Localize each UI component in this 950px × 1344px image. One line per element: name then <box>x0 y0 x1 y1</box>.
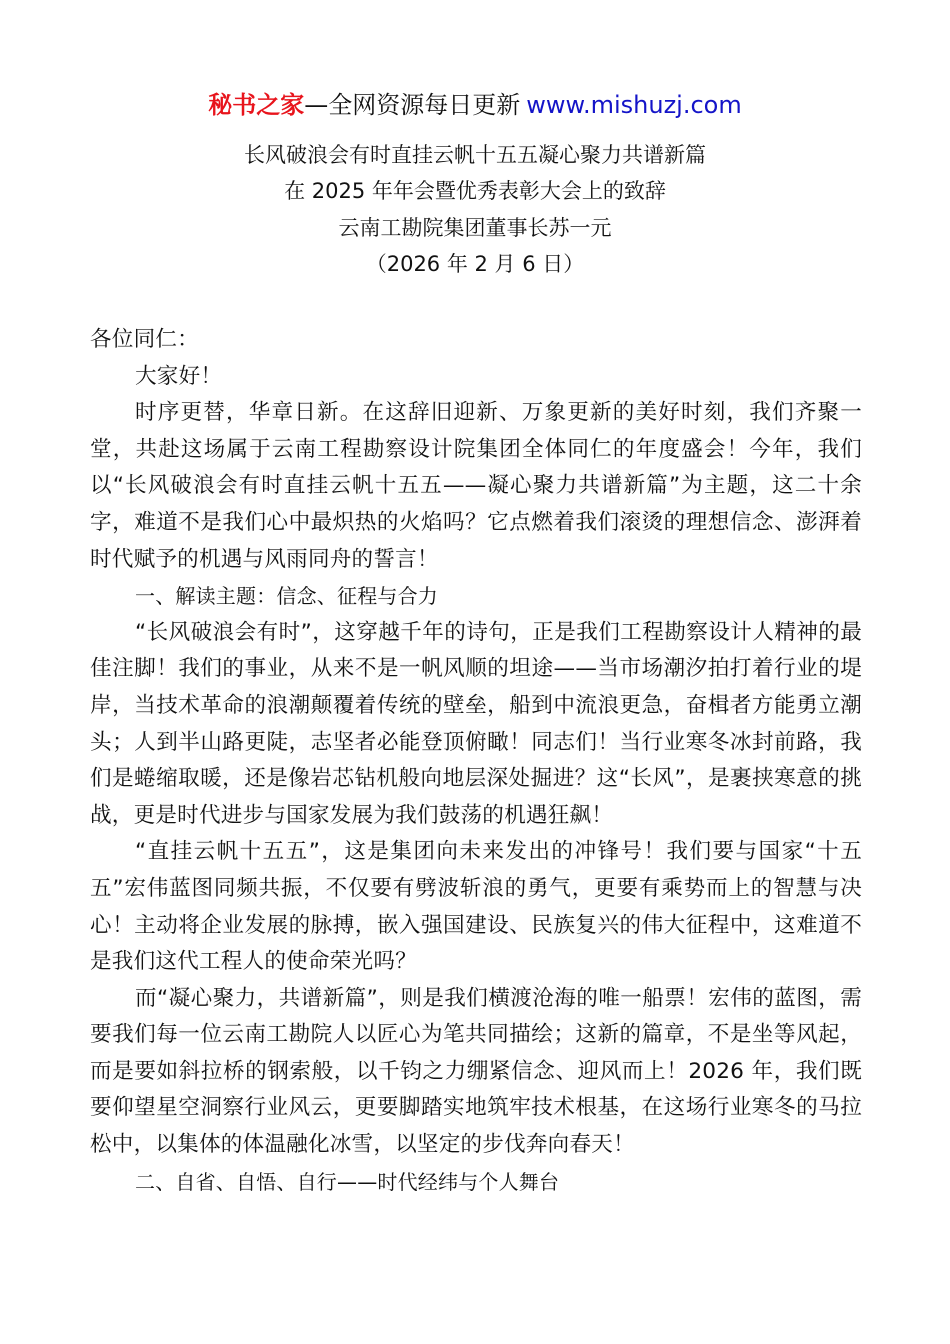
paragraph-zhigua: “直挂云帆十五五”，这是集团向未来发出的冲锋号！我们要与国家“十五五”宏伟蓝图同频共振，不仅要有劈波斩浪的勇气，更要有乘势而上的智慧与决心！主动将企业发展的脉搏，嵌入强国建设、民族复兴的伟大征程中，这难道不是我们这代工程人的使命荣光吗？ <box>90 839 862 975</box>
document-subtitle: 在 2025 年年会暨优秀表彰大会上的致辞 <box>284 179 666 204</box>
speech-date: （2026 年 2 月 6 日） <box>365 251 585 276</box>
paragraph-changfeng: “长风破浪会有时”，这穿越千年的诗句，正是我们工程勘察设计人精神的最佳注脚！我们的事业，从来不是一帆风顺的坦途——当市场潮汐拍打着行业的堤岸，当技术革命的浪潮颠覆着传统的壁垒，船到中流浪更急，奋楫者方能勇立潮头；人到半山路更陡，志坚者必能登顶俯瞰！同志们！当行业寒冬冰封前路，我们是蜷缩取暖，还是像岩芯钻机般向地层深处掘进？这“长风”，是裹挟寒意的挑战，更是时代进步与国家发展为我们鼓荡的机遇狂飙！ <box>90 619 862 828</box>
banner-slogan: —全网资源每日更新 <box>304 91 521 119</box>
document-title-block <box>0 137 950 282</box>
speech-body <box>90 322 862 1200</box>
section-heading-2: 二、自省、自悟、自行——时代经纬与个人舞台 <box>135 1169 560 1194</box>
salutation: 各位同仁： <box>90 327 199 352</box>
website-link[interactable]: www.mishuzj.com <box>526 91 742 119</box>
document-title: 长风破浪会有时直挂云帆十五五凝心聚力共谱新篇 <box>244 143 706 167</box>
paragraph-opening: 时序更替，华章日新。在这辞旧迎新、万象更新的美好时刻，我们齐聚一堂，共赴这场属于云南工程勘察设计院集团全体同仁的年度盛会！今年，我们以“长风破浪会有时直挂云帆十五五——凝心聚力共谱新篇”为主题，这二十余字，难道不是我们心中最炽热的火焰吗？它点燃着我们滚烫的理想信念、澎湃着时代赋予的机遇与风雨同舟的誓言！ <box>90 400 862 572</box>
brand-name: 秘书之家 <box>208 91 305 119</box>
site-banner <box>0 88 950 122</box>
section-heading-1: 一、解读主题：信念、征程与合力 <box>135 584 438 609</box>
greeting: 大家好！ <box>135 363 223 389</box>
paragraph-ningxin: 而“凝心聚力，共谱新篇”，则是我们横渡沧海的唯一船票！宏伟的蓝图，需要我们每一位云南工勘院人以匠心为笔共同描绘；这新的篇章，不是坐等风起，而是要如斜拉桥的钢索般，以千钧之力绷紧信念、迎风而上！2026 年，我们既要仰望星空洞察行业风云，更要脚踏实地筑牢技术根基，在这场行业寒冬的马拉松中，以集体的体温融化冰雪，以坚定的步伐奔向春天！ <box>90 985 862 1158</box>
speaker-line: 云南工勘院集团董事长苏一元 <box>338 215 612 240</box>
